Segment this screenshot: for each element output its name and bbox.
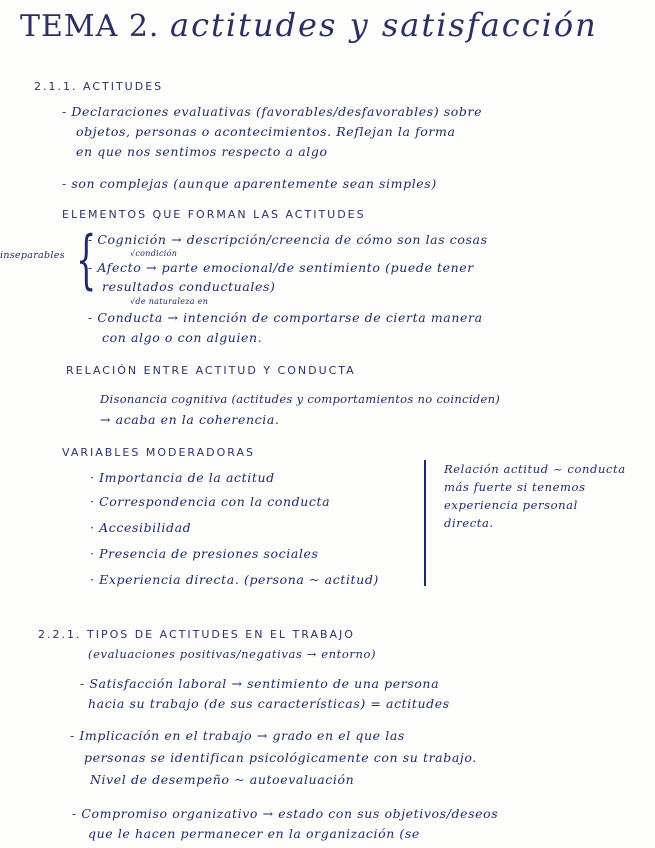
elements-conducta-1: - Conducta → intención de comportarse de cierta manera [88,310,483,325]
moderators-heading: VARIABLES MODERADORAS [62,446,255,459]
note-divider [424,460,426,586]
section1-heading: 2.1.1. ACTITUDES [34,80,164,93]
relation-line-2: → acaba en la coherencia. [100,412,280,427]
elements-cognicion: - Cognición → descripción/creencia de cómo son las cosas [88,232,488,247]
moderators-note-1: Relación actitud ~ conducta [444,462,626,476]
section2-satisfaccion-2: hacia su trabajo (de sus características) = actitudes [88,696,450,711]
section1-line-2: objetos, personas o acontecimientos. Reflejan la forma [76,124,456,139]
page-title [20,6,598,44]
elements-afecto-1: - Afecto → parte emocional/de sentimiento (puede tener [88,260,474,275]
relation-line-1: Disonancia cognitiva (actitudes y comportamientos no coinciden) [100,392,501,406]
section2-subheading: (evaluaciones positivas/negativas → entorno) [88,647,377,661]
elements-side-label: inseparables [0,250,65,261]
section2-implicacion-2: personas se identifican psicológicamente con su trabajo. [84,750,477,765]
moderators-note-4: directa. [444,516,494,530]
section1-line-4: - son complejas (aunque aparentemente sean simples) [62,176,437,191]
elements-heading: ELEMENTOS QUE FORMAN LAS ACTITUDES [62,208,366,221]
moderator-item-5: · Experiencia directa. (persona ~ actitud) [90,572,379,587]
elements-cognicion-note: √condición [130,249,178,258]
elements-afecto-2: resultados conductuales) [102,279,276,294]
moderators-note-3: experiencia personal [444,498,578,512]
elements-afecto-note: √de naturaleza en [130,297,209,306]
section1-line-3: en que nos sentimos respecto a algo [76,144,328,159]
moderator-item-1: · Importancia de la actitud [90,470,275,485]
elements-conducta-2: con algo o con alguien. [102,330,263,345]
section2-satisfaccion-1: - Satisfacción laboral → sentimiento de una persona [80,676,440,691]
section2-compromiso-1: - Compromiso organizativo → estado con sus objetivos/deseos [72,806,499,821]
title-main: TEMA 2. [20,9,160,44]
moderators-note-2: más fuerte si tenemos [444,480,586,494]
moderator-item-2: · Correspondencia con la conducta [90,494,331,509]
section1-line-1: - Declaraciones evaluativas (favorables/desfavorables) sobre [62,104,483,119]
relation-heading: RELACIÓN ENTRE ACTITUD Y CONDUCTA [66,364,356,377]
moderator-item-3: · Accesibilidad [90,520,192,535]
section2-implicacion-1: - Implicación en el trabajo → grado en el que las [70,728,405,743]
title-script: actitudes y satisfacción [170,6,598,44]
moderator-item-4: · Presencia de presiones sociales [90,546,319,561]
section2-heading: 2.2.1. TIPOS DE ACTITUDES EN EL TRABAJO [38,628,355,641]
section2-compromiso-2: que le hacen permanecer en la organización (se [88,826,420,841]
elements-brace: { [76,223,97,297]
section2-implicacion-3: Nivel de desempeño ~ autoevaluación [90,772,355,787]
